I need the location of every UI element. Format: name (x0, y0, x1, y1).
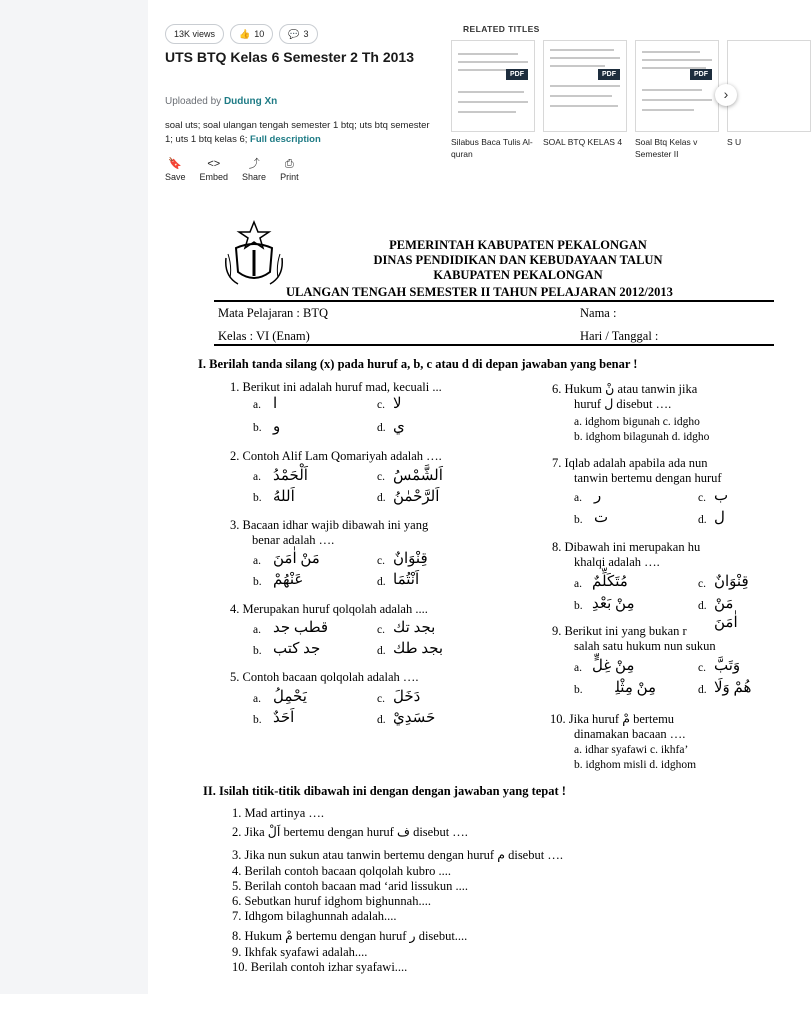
essay-4: 4. Berilah contoh bacaan qolqolah kubro .... (232, 864, 452, 878)
question-8: 8. Dibawah ini merupakan hu khalqi adalah …. (552, 540, 701, 569)
essay-9: 9. Ikhfak syafawi adalah.... (232, 945, 368, 959)
question-9: 9. Berikut ini yang bukan r salah satu hukum nun sukun (552, 624, 716, 653)
thumbnail (635, 40, 719, 132)
thumbs-up-icon: 👍 (239, 29, 251, 39)
code-icon: <> (207, 158, 221, 170)
question-7: 7. Iqlab adalah apabila ada nun tanwin bertemu dengan huruf (552, 456, 722, 485)
date-field: Hari / Tanggal : (580, 329, 659, 343)
left-gutter (0, 0, 148, 1024)
essay-1: 1. Mad artinya …. (232, 806, 324, 820)
document-info-panel (148, 12, 754, 192)
document-description: soal uts; soal ulangan tengah semester 1 btq; uts btq semester 1; uts 1 btq kelas 6; Full description (165, 120, 430, 145)
pdf-badge: PDF (690, 69, 712, 80)
action-bar (165, 156, 299, 182)
divider (214, 300, 774, 302)
essay-3: 3. Jika nun sukun atau tanwin bertemu dengan huruf م disebut …. (232, 848, 563, 862)
essay-2: 2. Jika اَلْ bertemu dengan huruf ف disebut …. (232, 825, 468, 839)
print-button[interactable]: ⎙ Print (280, 158, 299, 182)
essay-7: 7. Idhgom bilaghunnah adalah.... (232, 909, 397, 923)
document-page: PEMERINTAH KABUPATEN PEKALONGAN DINAS PENDIDIKAN DAN KEBUDAYAAN TALUN KABUPATEN PEKALONGAN ULANGAN TENGAH SEMESTER II TAHUN PELAJARAN 2012/2013 Mata Pelajaran : BTQ Nama : Kelas : VI (Enam) Hari / Tanggal : I. Berilah tanda silang (x) pada huruf a, b, c atau d di depan jawaban yang benar ! 1. Berikut ini adalah huruf mad, kecuali ... a. ا c. لا b. و d. ي 2. Contoh Alif Lam Qomariyah adalah …. a. اَلْحَمْدُ c. اَلشَّمْسُ b. اَللهُ d. اَلرَّحْمٰنُ 3. Bacaan idhar wajib dibawah ini yang benar adalah …. a. مَنْ اٰمَنَ c. قِنْوَانٌ b. عَنْهُمْ d. اَنْتُمَا 4. Merupakan huruf qolqolah adalah .... a. قطب جد c. بجد تك b. جد كتب d. بجد طك 5. Contoh bacaan qolqolah adalah …. a. يَحْمِلُ c. دَخَلَ b. اَحَدٌ d. حَسَدِيْ 6. Hukum نْ atau tanwin jika huruf ل disebut …. a. idghom bigunah c. idgho b. idghom bilagunah d. idgho 7. Iqlab adalah apabila ada nun tanwin bertemu dengan huruf a. ر c. ب b. ت d. ل 8. Dibawah ini merupakan hu khalqi adalah …. a. مُتَكَلِّمٌ c. قِنْوَانٌ b. مِنْ بَعْدِ d. مَنْ اٰمَنَ 9. Berikut ini yang bukan r salah satu hukum nun sukun a. مِنْ غِلٍّ c. وَتَبَّ b. مِنْ مِثْلِهٖ d. هُمْ وَلَا 10. Jika huruf مْ bertemu dinamakan bacaan …. a. idhar syafawi c. ikhfa’ b. idghom misli d. idghom II. Isilah titik-titik dibawah ini dengan dengan jawaban yang tepat ! 1. Mad artinya …. 2. Jika اَلْ bertemu dengan huruf ف disebut …. 3. Jika nun sukun atau tanwin bertemu dengan huruf م disebut …. 4. Berilah contoh bacaan qolqolah kubro .... 5. Berilah contoh bacaan mad ‘arid lissukun .... 6. Sebutkan huruf idghom bighunnah.... 7. Idhgom bilaghunnah adalah.... 8. Hukum مْ bertemu dengan huruf ر disebut.... 9. Ikhfak syafawi adalah.... 10. Berilah contoh izhar syafawi.... (148, 192, 754, 994)
government-heading: PEMERINTAH KABUPATEN PEKALONGAN DINAS PENDIDIKAN DAN KEBUDAYAAN TALUN KABUPATEN PEKALONGAN (373, 238, 663, 282)
related-heading: RELATED TITLES (463, 24, 540, 34)
document-title: UTS BTQ Kelas 6 Semester 2 Th 2013 (165, 49, 414, 65)
share-icon: ⤴ (248, 158, 260, 170)
comment-icon: 💬 (288, 29, 300, 39)
save-button[interactable]: 🔖 Save (165, 158, 186, 182)
carousel-next-button[interactable] (715, 84, 737, 106)
divider (214, 344, 774, 346)
question-5: 5. Contoh bacaan qolqolah adalah …. (230, 670, 419, 684)
related-item[interactable]: S U (727, 40, 809, 160)
essay-8: 8. Hukum مْ bertemu dengan huruf ر disebut.... (232, 929, 468, 943)
thumbnail (727, 40, 811, 132)
stats-chips (165, 24, 318, 44)
pdf-badge: PDF (506, 69, 528, 80)
pdf-badge: PDF (598, 69, 620, 80)
related-item[interactable]: PDF SOAL BTQ KELAS 4 (543, 40, 625, 160)
related-item[interactable]: PDF Silabus Baca Tulis Al-quran (451, 40, 533, 160)
likes-chip[interactable]: 👍 10 (230, 24, 273, 44)
page-bottom (0, 994, 768, 1024)
exam-title: ULANGAN TENGAH SEMESTER II TAHUN PELAJARAN 2012/2013 (286, 285, 673, 299)
related-carousel (451, 40, 809, 160)
thumbnail (451, 40, 535, 132)
question-1: 1. Berikut ini adalah huruf mad, kecuali ... (230, 380, 442, 394)
uploader-link[interactable]: Dudung Xn (223, 96, 278, 107)
essay-10: 10. Berilah contoh izhar syafawi.... (232, 960, 408, 974)
related-item[interactable]: PDF Soal Btq Kelas v Semester II (635, 40, 717, 160)
bookmark-icon: 🔖 (168, 158, 183, 170)
question-3: 3. Bacaan idhar wajib dibawah ini yang benar adalah …. (230, 518, 429, 547)
subject-field: Mata Pelajaran : BTQ (218, 306, 329, 320)
question-6: 6. Hukum نْ atau tanwin jika huruf ل disebut …. (552, 382, 698, 411)
essay-5: 5. Berilah contoh bacaan mad ‘arid lissukun .... (232, 879, 469, 893)
chevron-right-icon: › (723, 86, 729, 102)
share-button[interactable]: ⤴ Share (242, 158, 267, 182)
comments-chip[interactable]: 💬 3 (279, 24, 317, 44)
question-10: 10. Jika huruf مْ bertemu dinamakan bacaan …. (550, 712, 686, 741)
regency-emblem-icon (218, 218, 290, 290)
name-field: Nama : (580, 306, 617, 320)
essay-6: 6. Sebutkan huruf idghom bighunnah.... (232, 894, 431, 908)
embed-button[interactable]: <> Embed (199, 158, 229, 182)
class-field: Kelas : VI (Enam) (218, 329, 310, 343)
question-4: 4. Merupakan huruf qolqolah adalah .... (230, 602, 428, 616)
related-titles (451, 24, 754, 184)
full-description-link[interactable]: Full description (250, 134, 321, 145)
print-icon: ⎙ (284, 158, 294, 170)
uploaded-by: Uploaded by Dudung Xn (165, 96, 278, 107)
question-2: 2. Contoh Alif Lam Qomariyah adalah …. (230, 449, 442, 463)
views-chip: 13K views (165, 24, 224, 44)
section-2-heading: II. Isilah titik-titik dibawah ini dengan dengan jawaban yang tepat ! (203, 784, 566, 798)
thumbnail (543, 40, 627, 132)
section-1-heading: I. Berilah tanda silang (x) pada huruf a, b, c atau d di depan jawaban yang benar ! (198, 357, 638, 371)
